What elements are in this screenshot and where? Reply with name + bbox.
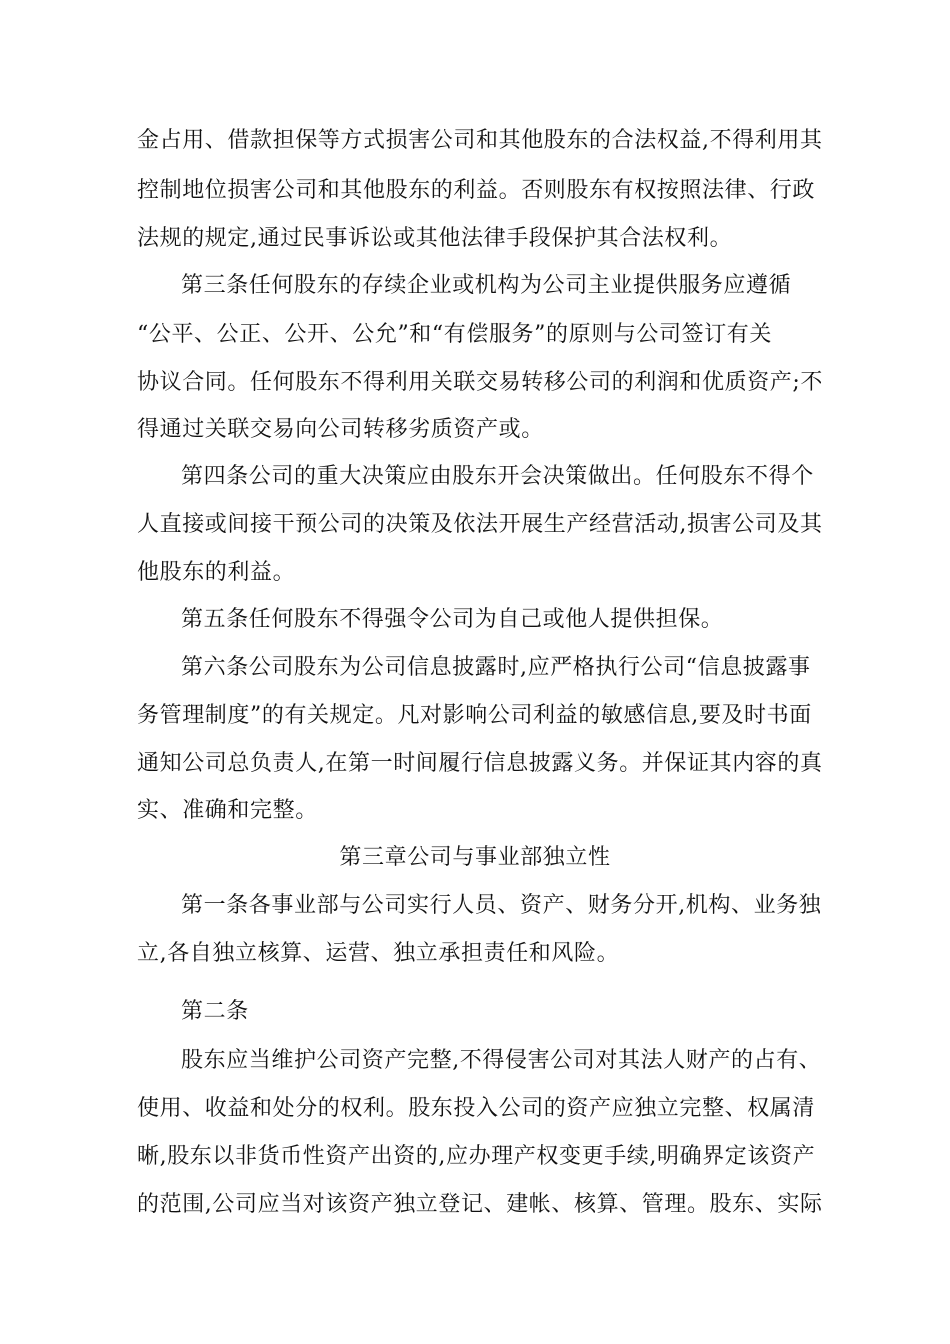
article-4-line: 第四条公司的重大决策应由股东开会决策做出。任何股东不得个	[181, 464, 814, 489]
paragraph-line: 的范围,公司应当对该资产独立登记、建帐、核算、管理。股东、实际	[137, 1192, 823, 1217]
paragraph-line: 使用、收益和处分的权利。股东投入公司的资产应独立完整、权属清	[137, 1096, 816, 1121]
paragraph-line: “公平、公正、公开、公允”和“有偿服务”的原则与公司签订有关	[137, 322, 772, 347]
article-3-line: 第三条任何股东的存续企业或机构为公司主业提供服务应遵循	[181, 273, 792, 298]
paragraph-line: 控制地位损害公司和其他股东的利益。否则股东有权按照法律、行政	[137, 178, 816, 203]
paragraph-line: 立,各自独立核算、运营、独立承担责任和风险。	[137, 941, 620, 966]
paragraph-line: 法规的规定,通过民事诉讼或其他法律手段保护其合法权利。	[137, 226, 733, 251]
paragraph-line: 协议合同。任何股东不得利用关联交易转移公司的利润和优质资产;不	[137, 370, 824, 395]
chapter-3-article-1-line: 第一条各事业部与公司实行人员、资产、财务分开,机构、业务独	[181, 893, 822, 918]
paragraph-line: 晰,股东以非货币性资产出资的,应办理产权变更手续,明确界定该资产	[137, 1144, 816, 1169]
article-2-heading: 第二条	[181, 999, 249, 1024]
paragraph-line: 得通过关联交易向公司转移劣质资产或。	[137, 417, 544, 442]
chapter-heading: 第三章公司与事业部独立性	[339, 845, 611, 870]
paragraph-line: 务管理制度”的有关规定。凡对影响公司利益的敏感信息,要及时书面	[137, 703, 812, 728]
paragraph-line: 金占用、借款担保等方式损害公司和其他股东的合法权益,不得利用其	[137, 128, 823, 153]
paragraph-line: 实、准确和完整。	[137, 798, 318, 823]
paragraph-line: 人直接或间接干预公司的决策及依法开展生产经营活动,损害公司及其	[137, 512, 823, 537]
paragraph-line: 通知公司总负责人,在第一时间履行信息披露义务。并保证其内容的真	[137, 751, 823, 776]
article-6-line: 第六条公司股东为公司信息披露时,应严格执行公司“信息披露事	[181, 655, 811, 680]
paragraph-line: 他股东的利益。	[137, 560, 296, 585]
article-2-body-line: 股东应当维护公司资产完整,不得侵害公司对其法人财产的占有、	[181, 1048, 822, 1073]
article-5-line: 第五条任何股东不得强令公司为自己或他人提供担保。	[181, 607, 724, 632]
